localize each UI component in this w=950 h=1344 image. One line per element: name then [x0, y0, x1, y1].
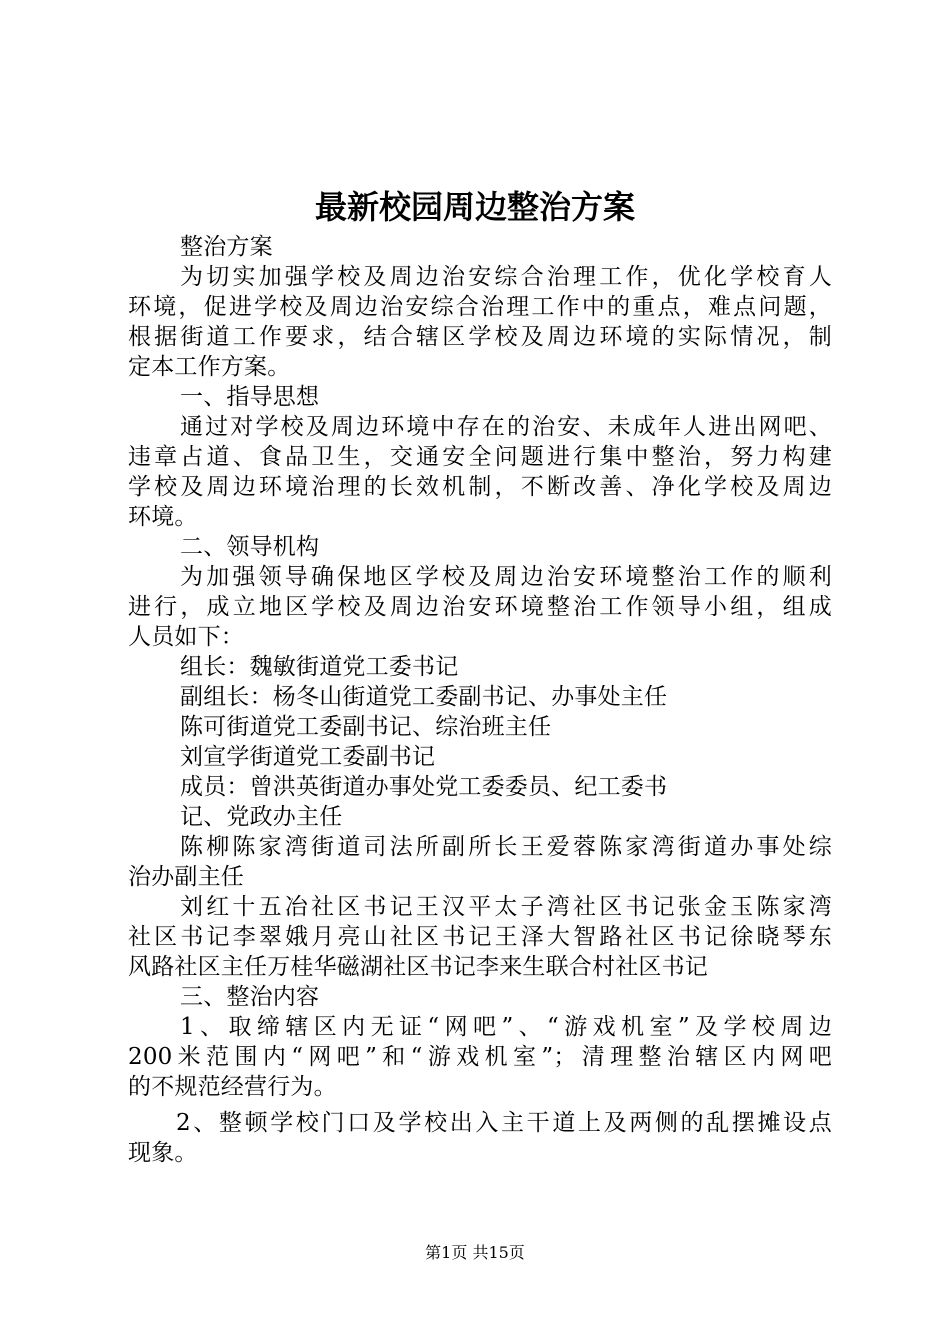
paragraph [128, 892, 832, 982]
paragraph-line: 二、领导机构 [180, 534, 320, 560]
paragraph-line: 陈可街道党工委副书记、综治班主任 [180, 714, 552, 740]
paragraph-line: 2、整顿学校门口及学校出入主干道上及两侧的乱摆摊设点 [176, 1110, 832, 1136]
section-heading [128, 382, 832, 412]
paragraph-line: 陈柳陈家湾街道司法所副所长王爱蓉陈家湾街道办事处综 [180, 834, 832, 860]
paragraph [128, 1012, 832, 1102]
paragraph-line: 定本工作方案。 [128, 354, 291, 380]
paragraph-line: 环境，促进学校及周边治安综合治理工作中的重点，难点问题， [128, 294, 832, 320]
paragraph-line: 违章占道、食品卫生，交通安全问题进行集中整治，努力构建 [128, 444, 832, 470]
member-line [128, 712, 832, 742]
paragraph-line: 社区书记李翠娥月亮山社区书记王泽大智路社区书记徐晓琴东 [128, 924, 832, 950]
paragraph-line: 刘红十五冶社区书记王汉平太子湾社区书记张金玉陈家湾 [180, 894, 832, 920]
paragraph-line: 成员：曾洪英街道办事处党工委委员、纪工委书 [180, 774, 668, 800]
section-heading [128, 532, 832, 562]
paragraph [128, 262, 832, 382]
paragraph-line: 治办副主任 [128, 864, 244, 890]
paragraph-line: 为加强领导确保地区学校及周边治安环境整治工作的顺利 [180, 564, 832, 590]
paragraph-line: 现象。 [128, 1140, 198, 1166]
section-heading [128, 982, 832, 1012]
paragraph-line: 整治方案 [180, 234, 273, 260]
paragraph-line: 1、取缔辖区内无证“网吧”、“游戏机室”及学校周边 [180, 1014, 832, 1040]
document-body [128, 232, 832, 1168]
paragraph-line: 刘宣学街道党工委副书记 [180, 744, 436, 770]
paragraph-line: 为切实加强学校及周边治安综合治理工作，优化学校育人 [180, 264, 832, 290]
paragraph-line: 的不规范经营行为。 [128, 1074, 337, 1100]
member-line [128, 742, 832, 772]
paragraph-line: 学校及周边环境治理的长效机制，不断改善、净化学校及周边 [128, 474, 832, 500]
paragraph [128, 832, 832, 892]
member-line [128, 682, 832, 712]
paragraph-line: 一、指导思想 [180, 384, 320, 410]
paragraph-line: 三、整治内容 [180, 984, 320, 1010]
member-line [128, 772, 832, 802]
paragraph [128, 562, 832, 652]
paragraph [128, 1108, 832, 1168]
paragraph-line: 风路社区主任万桂华磁湖社区书记李来生联合村社区书记 [128, 954, 708, 980]
member-line [128, 652, 832, 682]
member-line [128, 802, 832, 832]
paragraph-line: 200米范围内“网吧”和“游戏机室”；清理整治辖区内网吧 [128, 1044, 832, 1070]
paragraph [128, 412, 832, 532]
paragraph-line: 进行，成立地区学校及周边治安环境整治工作领导小组，组成 [128, 594, 832, 620]
page-footer: 第1页 共15页 [425, 1243, 525, 1262]
paragraph-line: 副组长：杨冬山街道党工委副书记、办事处主任 [180, 684, 668, 710]
paragraph-line: 通过对学校及周边环境中存在的治安、未成年人进出网吧、 [180, 414, 832, 440]
section-heading [128, 232, 832, 262]
paragraph-line: 人员如下： [128, 624, 244, 650]
paragraph-line: 记、党政办主任 [180, 804, 343, 830]
paragraph-line: 组长：魏敏街道党工委书记 [180, 654, 459, 680]
paragraph-line: 环境。 [128, 504, 198, 530]
document-title: 最新校园周边整治方案 [314, 188, 635, 226]
paragraph-line: 根据街道工作要求，结合辖区学校及周边环境的实际情况，制 [128, 324, 832, 350]
